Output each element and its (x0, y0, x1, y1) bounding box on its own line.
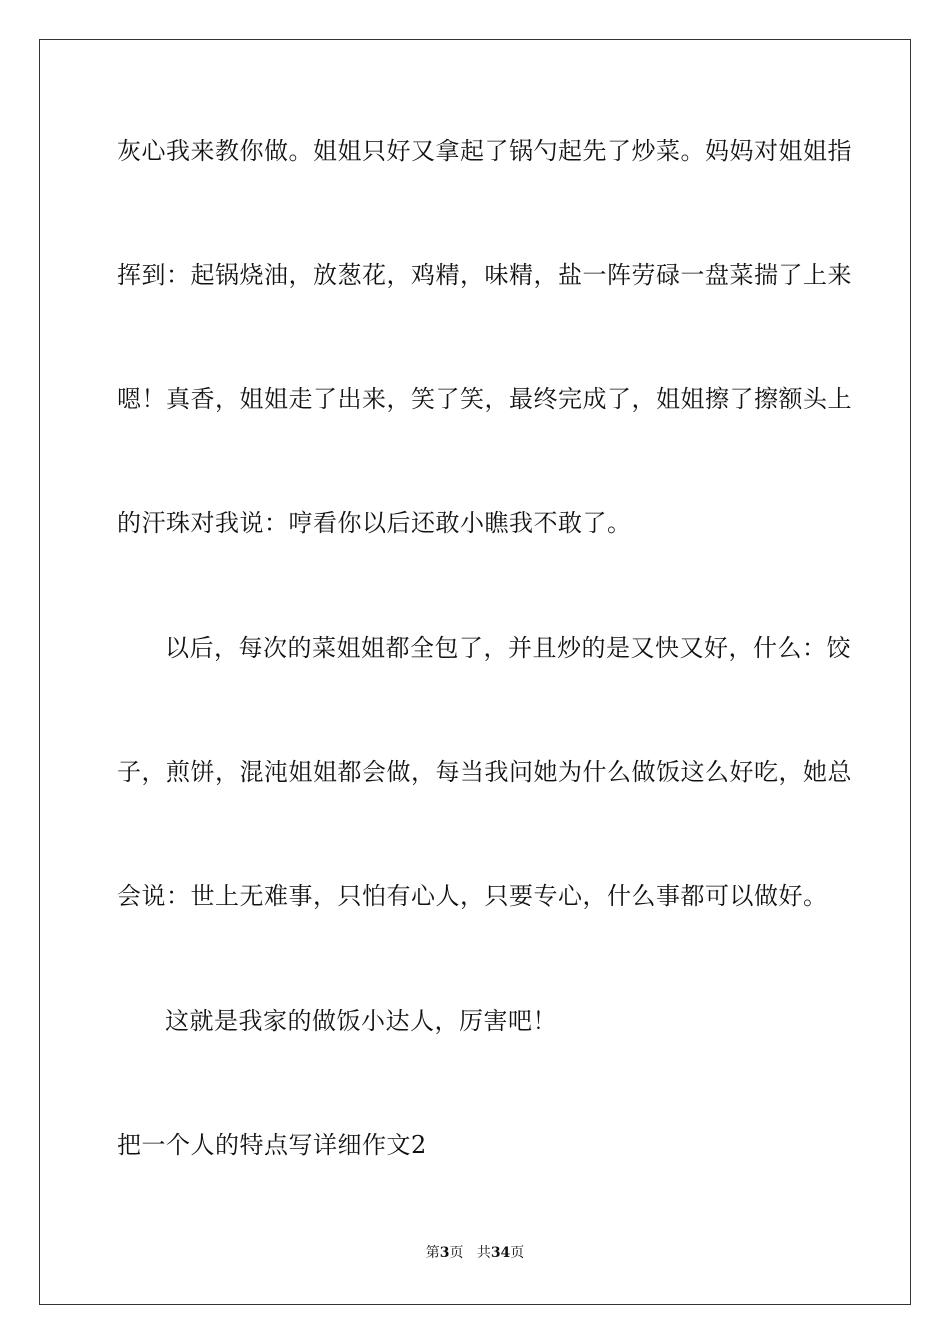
paragraph-line: 子，煎饼，混沌姐姐都会做，每当我问她为什么做饭这么好吃，她总 (117, 758, 852, 786)
paragraph-line: 会说：世上无难事，只怕有心人，只要专心，什么事都可以做好。 (117, 882, 828, 910)
page-number: 3 (439, 1245, 450, 1261)
paragraph-line: 这就是我家的做饭小达人，厉害吧！ (165, 1007, 557, 1035)
page-border (39, 39, 911, 1305)
total-pages: 34 (490, 1245, 511, 1261)
page-footer (0, 1244, 950, 1262)
paragraph-line: 的汗珠对我说：哼看你以后还敢小瞧我不敢了。 (117, 509, 632, 537)
paragraph-line: 嗯！真香，姐姐走了出来，笑了笑，最终完成了，姐姐擦了擦额头上 (117, 385, 852, 413)
page-suffix: 页 (449, 1245, 464, 1261)
paragraph-line: 以后，每次的菜姐姐都全包了，并且炒的是又快又好，什么：饺 (165, 634, 851, 662)
total-suffix: 页 (510, 1245, 525, 1261)
total-prefix: 共 (476, 1245, 491, 1261)
paragraph-line: 灰心我来教你做。姐姐只好又拿起了锅勺起先了炒菜。妈妈对姐姐指 (117, 137, 852, 165)
page-prefix: 第 (425, 1245, 440, 1261)
paragraph-line: 挥到：起锅烧油，放葱花，鸡精，味精，盐一阵劳碌一盘菜揣了上来 (117, 261, 852, 289)
section-heading: 把一个人的特点写详细作文2 (117, 1131, 427, 1159)
